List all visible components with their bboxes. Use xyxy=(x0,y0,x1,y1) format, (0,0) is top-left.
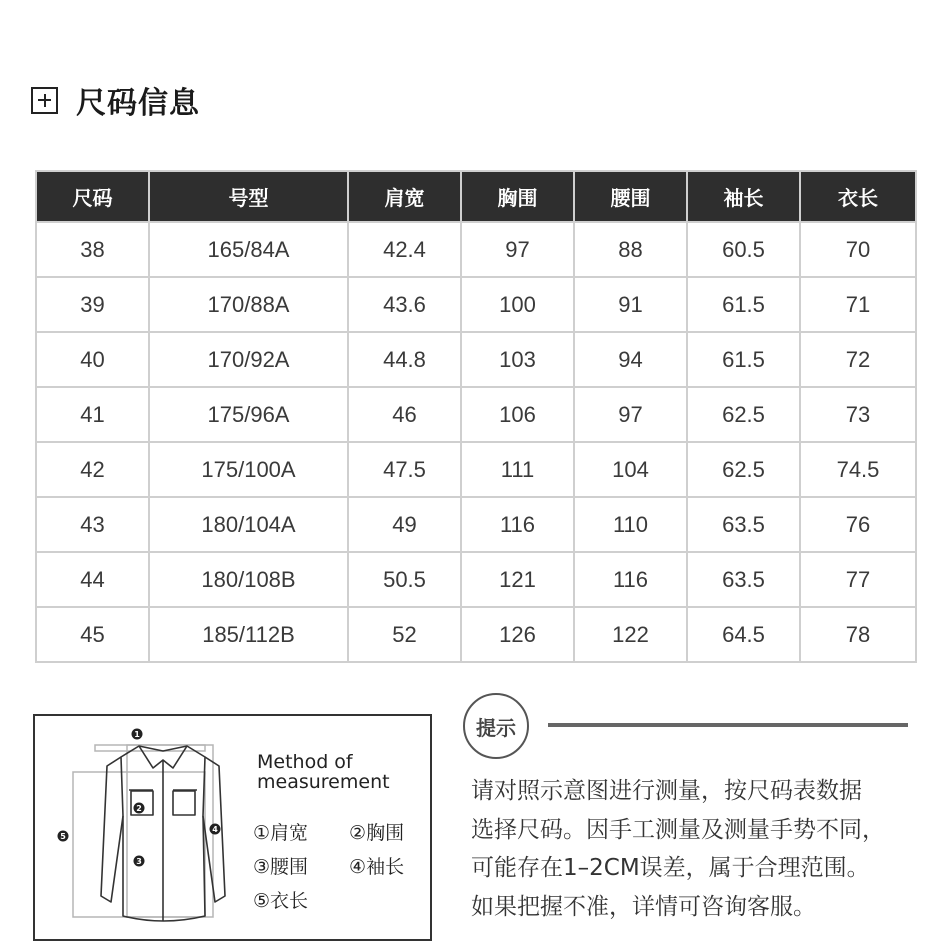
table-row xyxy=(36,277,916,332)
table-row xyxy=(36,442,916,497)
table-cell: 42 xyxy=(36,442,149,497)
marker-5: 5 xyxy=(60,832,66,841)
table-cell: 170/88A xyxy=(149,277,348,332)
table-cell: 62.5 xyxy=(687,442,800,497)
table-cell: 60.5 xyxy=(687,222,800,277)
table-cell: 47.5 xyxy=(348,442,461,497)
section-title: 尺码信息 xyxy=(76,86,200,121)
table-cell: 97 xyxy=(574,387,687,442)
header-sleeve: 袖长 xyxy=(687,171,800,222)
marker-3: 3 xyxy=(136,857,142,866)
table-cell: 97 xyxy=(461,222,574,277)
table-cell: 116 xyxy=(461,497,574,552)
legend-row xyxy=(253,886,308,913)
table-cell: 110 xyxy=(574,497,687,552)
table-cell: 180/108B xyxy=(149,552,348,607)
marker-4: 4 xyxy=(212,825,218,834)
table-cell: 76 xyxy=(800,497,916,552)
table-cell: 44.8 xyxy=(348,332,461,387)
size-table xyxy=(35,170,917,663)
section-header xyxy=(31,80,200,120)
table-row xyxy=(36,497,916,552)
header-spec: 号型 xyxy=(149,171,348,222)
tip-badge xyxy=(463,693,529,759)
table-cell: 126 xyxy=(461,607,574,662)
legend-item-sleeve: ④袖长 xyxy=(349,856,405,878)
table-cell: 42.4 xyxy=(348,222,461,277)
header-shoulder: 肩宽 xyxy=(348,171,461,222)
tip-line-1: 请对照示意图进行测量，按尺码表数据 xyxy=(471,778,862,804)
table-cell: 41 xyxy=(36,387,149,442)
table-cell: 77 xyxy=(800,552,916,607)
method-title-line2: measurement xyxy=(257,771,390,793)
table-cell: 40 xyxy=(36,332,149,387)
header-length: 衣长 xyxy=(800,171,916,222)
legend-row xyxy=(253,852,404,879)
table-cell: 103 xyxy=(461,332,574,387)
tip-line-4: 如果把握不准，详情可咨询客服。 xyxy=(471,893,816,920)
header-size: 尺码 xyxy=(36,171,149,222)
table-cell: 185/112B xyxy=(149,607,348,662)
table-cell: 64.5 xyxy=(687,607,800,662)
table-cell: 70 xyxy=(800,222,916,277)
marker-group xyxy=(58,729,221,867)
table-cell: 91 xyxy=(574,277,687,332)
table-row xyxy=(36,552,916,607)
table-cell: 175/100A xyxy=(149,442,348,497)
legend-row xyxy=(253,818,404,845)
measurement-diagram xyxy=(33,714,432,941)
legend-item-waist: ③腰围 xyxy=(253,856,309,878)
table-cell: 71 xyxy=(800,277,916,332)
method-title-line1: Method of xyxy=(257,751,353,773)
table-cell: 72 xyxy=(800,332,916,387)
table-cell: 106 xyxy=(461,387,574,442)
tip-line-2: 选择尺码。因手工测量及测量手势不同， xyxy=(471,816,885,843)
marker-2: 2 xyxy=(136,804,142,813)
table-header-row xyxy=(36,171,916,222)
table-cell: 63.5 xyxy=(687,497,800,552)
tip-divider xyxy=(548,723,908,727)
table-cell: 116 xyxy=(574,552,687,607)
table-cell: 94 xyxy=(574,332,687,387)
table-cell: 100 xyxy=(461,277,574,332)
table-cell: 46 xyxy=(348,387,461,442)
plus-box-icon xyxy=(31,87,58,114)
table-cell: 175/96A xyxy=(149,387,348,442)
table-cell: 49 xyxy=(348,497,461,552)
table-cell: 73 xyxy=(800,387,916,442)
header-chest: 胸围 xyxy=(461,171,574,222)
table-cell: 180/104A xyxy=(149,497,348,552)
table-row xyxy=(36,607,916,662)
table-cell: 50.5 xyxy=(348,552,461,607)
tip-label: 提示 xyxy=(476,715,516,740)
legend-item-shoulder: ①肩宽 xyxy=(253,822,309,844)
tip-text xyxy=(471,772,941,926)
table-row xyxy=(36,387,916,442)
table-cell: 44 xyxy=(36,552,149,607)
table-cell: 104 xyxy=(574,442,687,497)
table-cell: 45 xyxy=(36,607,149,662)
tip-line-3: 可能存在1–2CM误差，属于合理范围。 xyxy=(471,855,870,881)
table-cell: 43.6 xyxy=(348,277,461,332)
table-cell: 88 xyxy=(574,222,687,277)
table-cell: 121 xyxy=(461,552,574,607)
table-cell: 170/92A xyxy=(149,332,348,387)
table-cell: 63.5 xyxy=(687,552,800,607)
table-cell: 111 xyxy=(461,442,574,497)
table-cell: 165/84A xyxy=(149,222,348,277)
table-row xyxy=(36,222,916,277)
header-waist: 腰围 xyxy=(574,171,687,222)
legend-item-chest: ②胸围 xyxy=(349,822,405,844)
legend-item-length: ⑤衣长 xyxy=(253,890,309,912)
table-row xyxy=(36,332,916,387)
method-title xyxy=(257,752,390,792)
table-cell: 43 xyxy=(36,497,149,552)
marker-1: 1 xyxy=(134,730,140,739)
table-cell: 39 xyxy=(36,277,149,332)
table-cell: 78 xyxy=(800,607,916,662)
table-cell: 52 xyxy=(348,607,461,662)
table-cell: 61.5 xyxy=(687,332,800,387)
table-cell: 38 xyxy=(36,222,149,277)
table-cell: 61.5 xyxy=(687,277,800,332)
table-cell: 62.5 xyxy=(687,387,800,442)
table-cell: 74.5 xyxy=(800,442,916,497)
table-cell: 122 xyxy=(574,607,687,662)
